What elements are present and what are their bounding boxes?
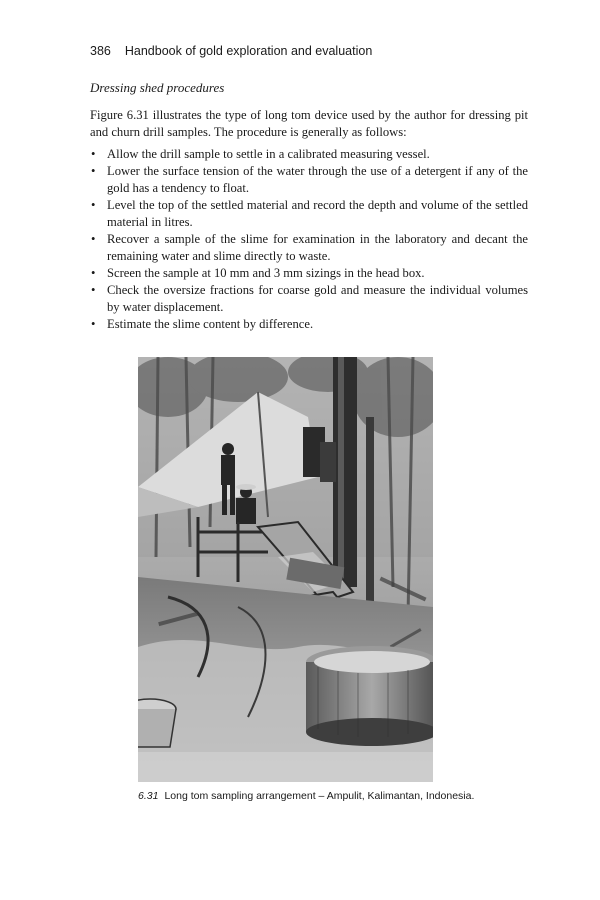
list-item-text: Check the oversize fractions for coarse gold and measure the individual volumes by water displacement. [107, 283, 528, 314]
section-heading: Dressing shed procedures [90, 80, 225, 95]
list-item [90, 163, 528, 197]
running-header [90, 44, 530, 58]
list-item-text: Level the top of the settled material and record the depth and volume of the settled material in litres. [107, 198, 528, 229]
bullet-icon: • [91, 198, 96, 212]
list-item [90, 282, 528, 316]
list-item-text: Estimate the slime content by difference. [107, 317, 314, 331]
bullet-icon: • [91, 283, 96, 297]
page-number: 386 [90, 44, 111, 58]
figure-caption-text: Long tom sampling arrangement – Ampulit, Kalimantan, Indonesia. [164, 790, 475, 802]
long-tom-photo [138, 357, 433, 782]
bullet-icon: • [91, 317, 96, 331]
list-item-text: Lower the surface tension of the water through the use of a detergent if any of the gold has a tendency to float. [107, 164, 528, 195]
bullet-icon: • [91, 266, 96, 280]
procedure-list [90, 146, 528, 333]
list-item [90, 231, 528, 265]
bullet-icon: • [91, 147, 96, 161]
bullet-icon: • [91, 232, 96, 246]
intro-paragraph: Figure 6.31 illustrates the type of long tom device used by the author for dressing pit and churn drill samples. The procedure is generally as follows: [90, 108, 528, 139]
list-item-text: Recover a sample of the slime for examination in the laboratory and decant the remaining water and slime directly to waste. [107, 232, 528, 263]
list-item-text: Screen the sample at 10 mm and 3 mm sizings in the head box. [107, 266, 425, 280]
list-item [90, 197, 528, 231]
list-item [90, 265, 528, 282]
list-item-text: Allow the drill sample to settle in a calibrated measuring vessel. [107, 147, 430, 161]
book-title: Handbook of gold exploration and evaluation [124, 44, 373, 58]
list-item [90, 316, 528, 333]
figure-caption [138, 790, 538, 802]
list-item [90, 146, 528, 163]
bullet-icon: • [91, 164, 96, 178]
figure-number: 6.31 [138, 790, 159, 802]
